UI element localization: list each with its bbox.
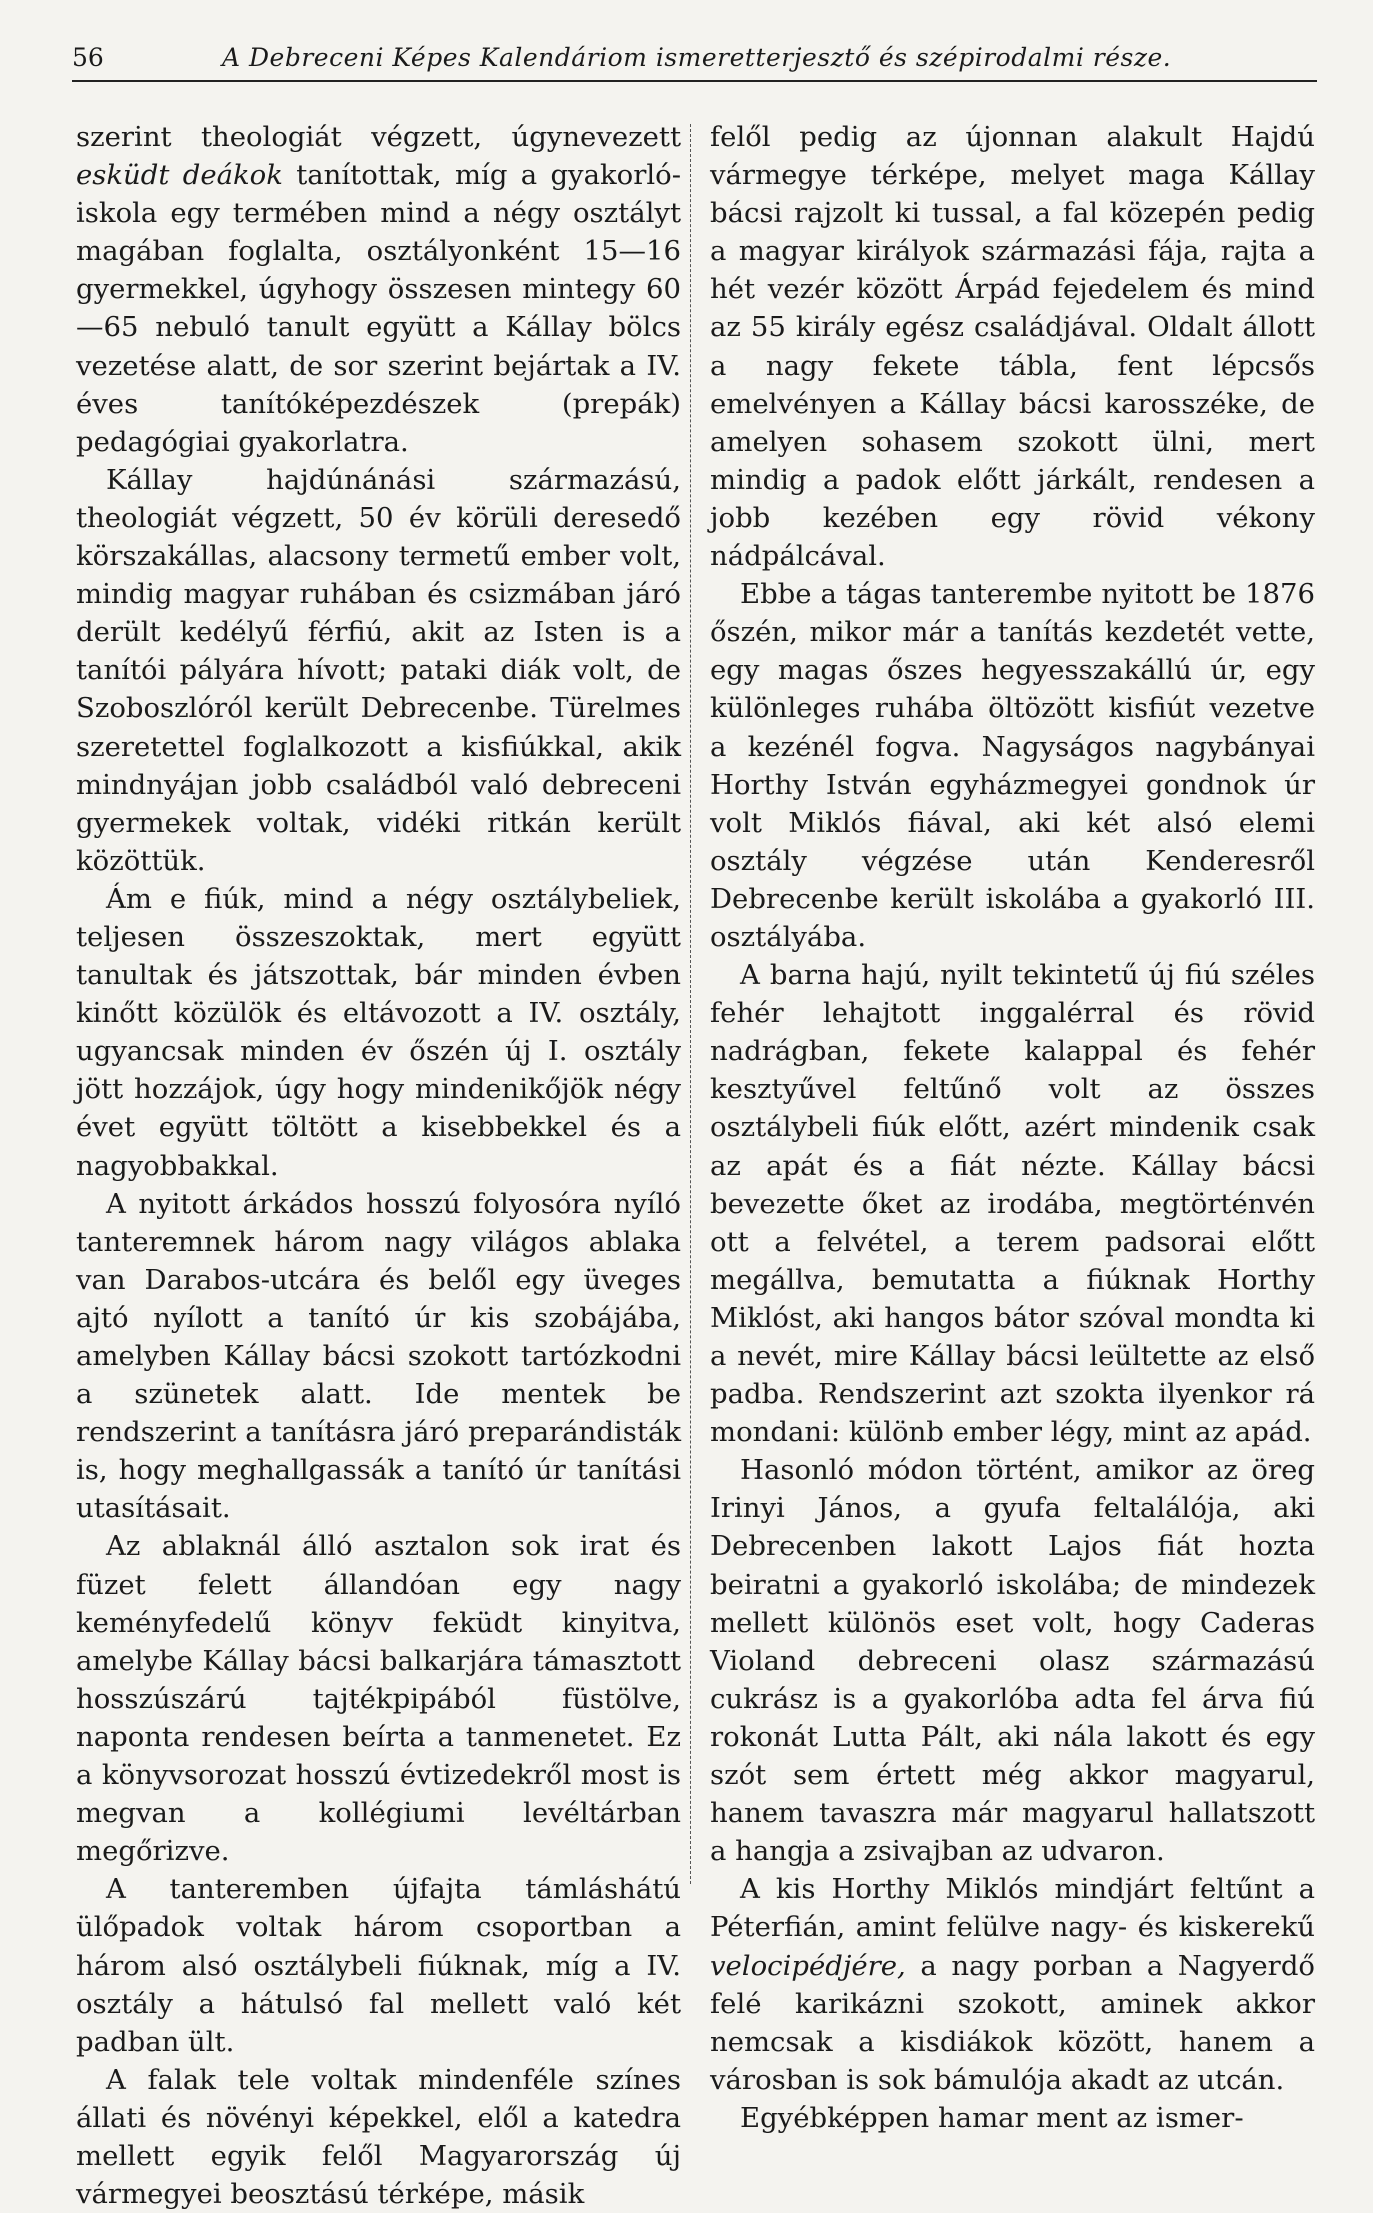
- text-span: tanítottak, míg a gyakorló-iskola egy termében mind a négy osztályt magában foglalta, osztályonként 15—16 gyermekkel, úgyhogy összesen mintegy 60—65 nebuló tanult együtt a Kállay bölcs vezetése alatt, de sor szerint bejártak a IV. éves tanítóképezdészek (prepák) pedagógiai gyakorlatra.: [76, 159, 681, 458]
- page-number: 56: [72, 43, 104, 72]
- text-span: szerint theologiát végzett, úgynevezett: [76, 121, 681, 153]
- paragraph: [710, 1870, 1315, 2099]
- paragraph: Hasonló módon történt, amikor az öreg Irinyi János, a gyufa feltalálója, aki Debrecenben lakott Lajos fiát hozta beiratni a gyakorló iskolába; de mindezek mellett különös eset volt, hogy Caderas Violand debreceni olasz származású cukrász is a gyakorlóba adta fel árva fiú rokonát Lutta Pált, aki nála lakott és egy szót sem értett még akkor magyarul, hanem tavaszra már magyarul hallatszott a hangja a zsivajban az udvaron.: [710, 1454, 1315, 1868]
- italic-term: velocipédjére,: [710, 1949, 906, 1982]
- header-title: A Debreceni Képes Kalendáriom ismeretterjesztő és szépirodalmi része.: [222, 43, 1172, 72]
- paragraph: Az ablaknál álló asztalon sok irat és füzet felett állandóan egy nagy keményfedelű könyv feküdt kinyitva, amelybe Kállay bácsi balkarjára támasztott hosszúszárú tajtékpipából füstölve, naponta rendesen beírta a tanmenetet. Ez a könyvsorozat hosszú évtizedekről most is megvan a kollégiumi levéltárban megőrizve.: [76, 1530, 681, 1868]
- left-column: [76, 118, 681, 2211]
- column-divider: [690, 124, 691, 1884]
- paragraph: Egyébképpen hamar ment az ismer-: [740, 2101, 1244, 2134]
- paragraph: A nyitott árkádos hosszú folyosóra nyíló tanteremnek három nagy világos ablaka van Darabos-utcára és belől egy üveges ajtó nyílott a tanító úr kis szobájába, amelyben Kállay bácsi szokott tartózkodni a szünetek alatt. Ide mentek be rendszerint a tanításra járó preparándisták is, hogy meghallgassák a tanító úr tanítási utasításait.: [76, 1187, 681, 1525]
- right-column: [710, 118, 1315, 2134]
- italic-term: esküdt deákok: [76, 159, 283, 192]
- paragraph: Kállay hajdúnánási származású, theologiát végzett, 50 év körüli deresedő körszakállas, alacsony termetű ember volt, mindig magyar ruhában és csizmában járó derült kedélyű férfiú, akit az Isten is a tanítói pályára hívott; pataki diák volt, de Szoboszlóról került Debrecenbe. Türelmes szeretettel foglalkozott a kisfiúkkal, akik mindnyájan jobb családból való debreceni gyermekek voltak, vidéki ritkán került közöttük.: [76, 463, 681, 877]
- paragraph: A barna hajú, nyilt tekintetű új fiú széles fehér lehajtott inggalérral és rövid nadrágban, fekete kalappal és fehér kesztyűvel feltűnő volt az összes osztálybeli fiúk előtt, azért mindenik csak az apát és a fiát nézte. Kállay bácsi bevezette őket az irodába, megtörténvén ott a felvétel, a terem padsorai előtt megállva, bemutatta a fiúknak Horthy Miklóst, aki hangos bátor szóval mondta ki a nevét, mire Kállay bácsi leültette az első padba. Rendszerint azt szokta ilyenkor rá mondani: különb ember légy, mint az apád.: [710, 959, 1315, 1449]
- text-span: a nagy porban a Nagyerdő felé karikázni szokott, aminek akkor nemcsak a kisdiákok között, hanem a városban is sok bámulója akadt az utcán.: [710, 1949, 1315, 2096]
- text-span: A kis Horthy Miklós mindjárt feltűnt a Péterfián, amint felülve nagy- és kiskerekű: [710, 1873, 1315, 1944]
- paragraph: [76, 118, 681, 461]
- paragraph: A tanteremben újfajta támláshátú ülőpadok voltak három csoportban a három alsó osztálybeli fiúknak, míg a IV. osztály a hátulsó fal mellett való két padban ült.: [76, 1873, 681, 2058]
- paragraph: Ebbe a tágas tanterembe nyitott be 1876 őszén, mikor már a tanítás kezdetét vette, egy magas őszes hegyesszakállú úr, egy különleges ruhába öltözött kisfiút vezetve a kezénél fogva. Nagyságos nagybányai Horthy István egyházmegyei gondnok úr volt Miklós fiával, aki két alsó elemi osztály végzése után Kenderesről Debrecenbe került iskolába a gyakorló III. osztályába.: [710, 578, 1315, 953]
- running-head: [72, 40, 1317, 82]
- paragraph: Ám e fiúk, mind a négy osztálybeliek, teljesen összeszoktak, mert együtt tanultak és játszottak, bár minden évben kinőtt közülök és eltávozott a IV. osztály, ugyancsak minden év őszén új I. osztály jött hozzájok, úgy hogy mindenikőjök négy évet együtt töltött a kisebbekkel és a nagyobbakkal.: [76, 882, 681, 1182]
- page: [72, 40, 1317, 2211]
- paragraph: A falak tele voltak mindenféle színes állati és növényi képekkel, elől a katedra mellett egyik felől Magyarország új vármegyei beosztású térképe, másik: [76, 2063, 681, 2211]
- paragraph: felől pedig az újonnan alakult Hajdú vármegye térképe, melyet maga Kállay bácsi rajzolt ki tussal, a fal közepén pedig a magyar királyok származási fája, rajta a hét vezér között Árpád fejedelem és mind az 55 király egész családjával. Oldalt állott a nagy fekete tábla, fent lépcsős emelvényen a Kállay bácsi karosszéke, de amelyen sohasem szokott ülni, mert mindig a padok előtt járkált, rendesen a jobb kezében egy rövid vékony nádpálcával.: [710, 121, 1315, 573]
